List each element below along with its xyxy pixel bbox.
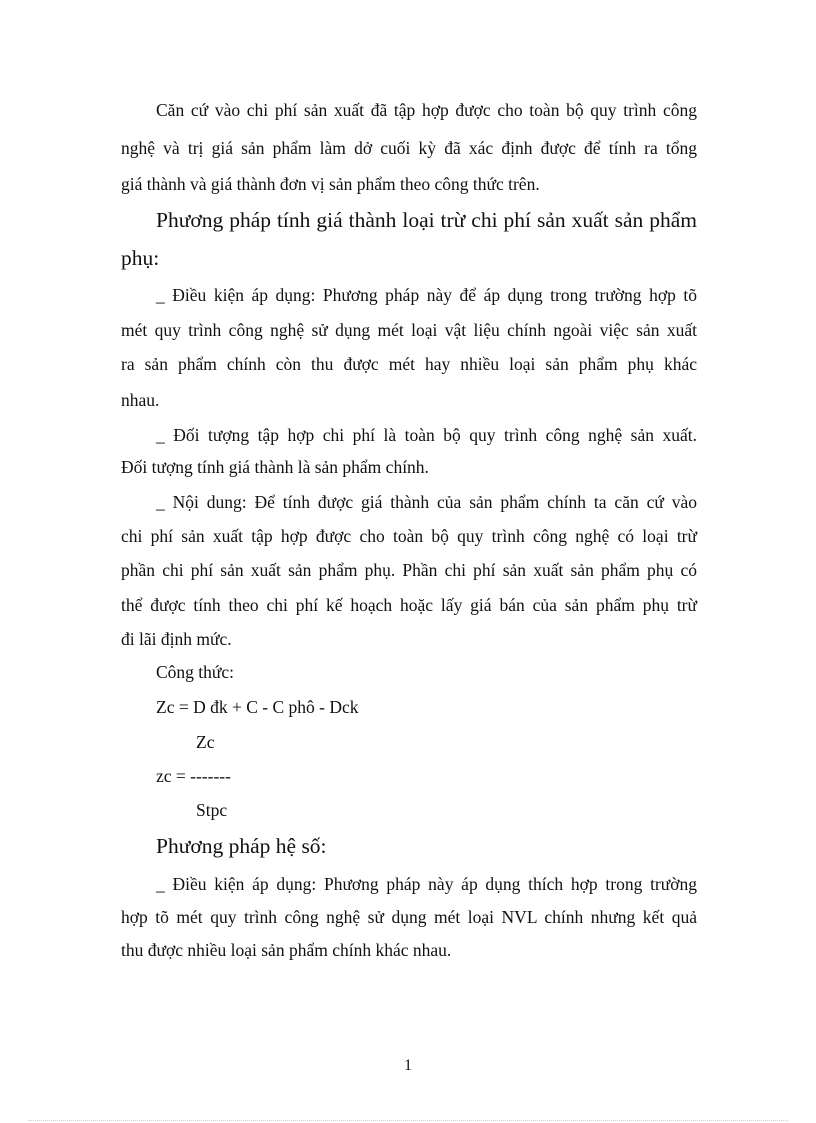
body-line: chi phí sản xuất tập hợp được cho toàn bộ quy trình công nghệ có loại trừ	[121, 526, 697, 546]
body-line: mét quy trình công nghệ sử dụng mét loại vật liệu chính ngoài việc sản xuất	[121, 320, 697, 340]
body-line: Căn cứ vào chi phí sản xuất đã tập hợp được cho toàn bộ quy trình công	[156, 100, 697, 120]
formula-line: Zc = D đk + C - C phô - Dck	[156, 697, 359, 717]
body-line: _ Điều kiện áp dụng: Phương pháp này để áp dụng trong trường hợp tõ	[156, 285, 697, 305]
formula-numerator: Zc	[196, 732, 215, 752]
page-number: 1	[404, 1057, 412, 1074]
body-line: hợp tõ mét quy trình công nghệ sử dụng mét loại NVL chính nhưng kết quả	[121, 907, 697, 927]
body-line: ra sản phẩm chính còn thu được mét hay nhiều loại sản phẩm phụ khác	[121, 354, 697, 374]
page-bottom-rule	[28, 1120, 788, 1121]
section-heading: phụ:	[121, 246, 160, 270]
formula-fraction: zc = -------	[156, 766, 231, 786]
body-line: _ Đối tượng tập hợp chi phí là toàn bộ quy trình công nghệ sản xuất.	[156, 425, 697, 445]
body-line: _ Điều kiện áp dụng: Phương pháp này áp dụng thích hợp trong trường	[156, 874, 697, 894]
body-line: giá thành và giá thành đơn vị sản phẩm theo công thức trên.	[121, 174, 540, 194]
formula-denominator: Stpc	[196, 800, 228, 820]
body-line: nghệ và trị giá sản phẩm làm dở cuối kỳ đã xác định được để tính ra tổng	[121, 138, 697, 158]
body-line: thể được tính theo chi phí kế hoạch hoặc lấy giá bán của sản phẩm phụ trừ	[121, 595, 697, 615]
body-line: nhau.	[121, 390, 160, 410]
body-line: phần chi phí sản xuất sản phẩm phụ. Phần chi phí sản xuất sản phẩm phụ có	[121, 560, 697, 580]
body-line: đi lãi định mức.	[121, 629, 232, 649]
section-heading: Phương pháp tính giá thành loại trừ chi phí sản xuất sản phẩm	[156, 208, 697, 232]
formula-label: Công thức:	[156, 662, 235, 682]
section-heading: Phương pháp hệ số:	[156, 834, 327, 858]
body-line: thu được nhiều loại sản phẩm chính khác nhau.	[121, 940, 452, 960]
body-line: Đối tượng tính giá thành là sản phẩm chính.	[121, 457, 429, 477]
body-line: _ Nội dung: Để tính được giá thành của sản phẩm chính ta căn cứ vào	[156, 492, 697, 512]
